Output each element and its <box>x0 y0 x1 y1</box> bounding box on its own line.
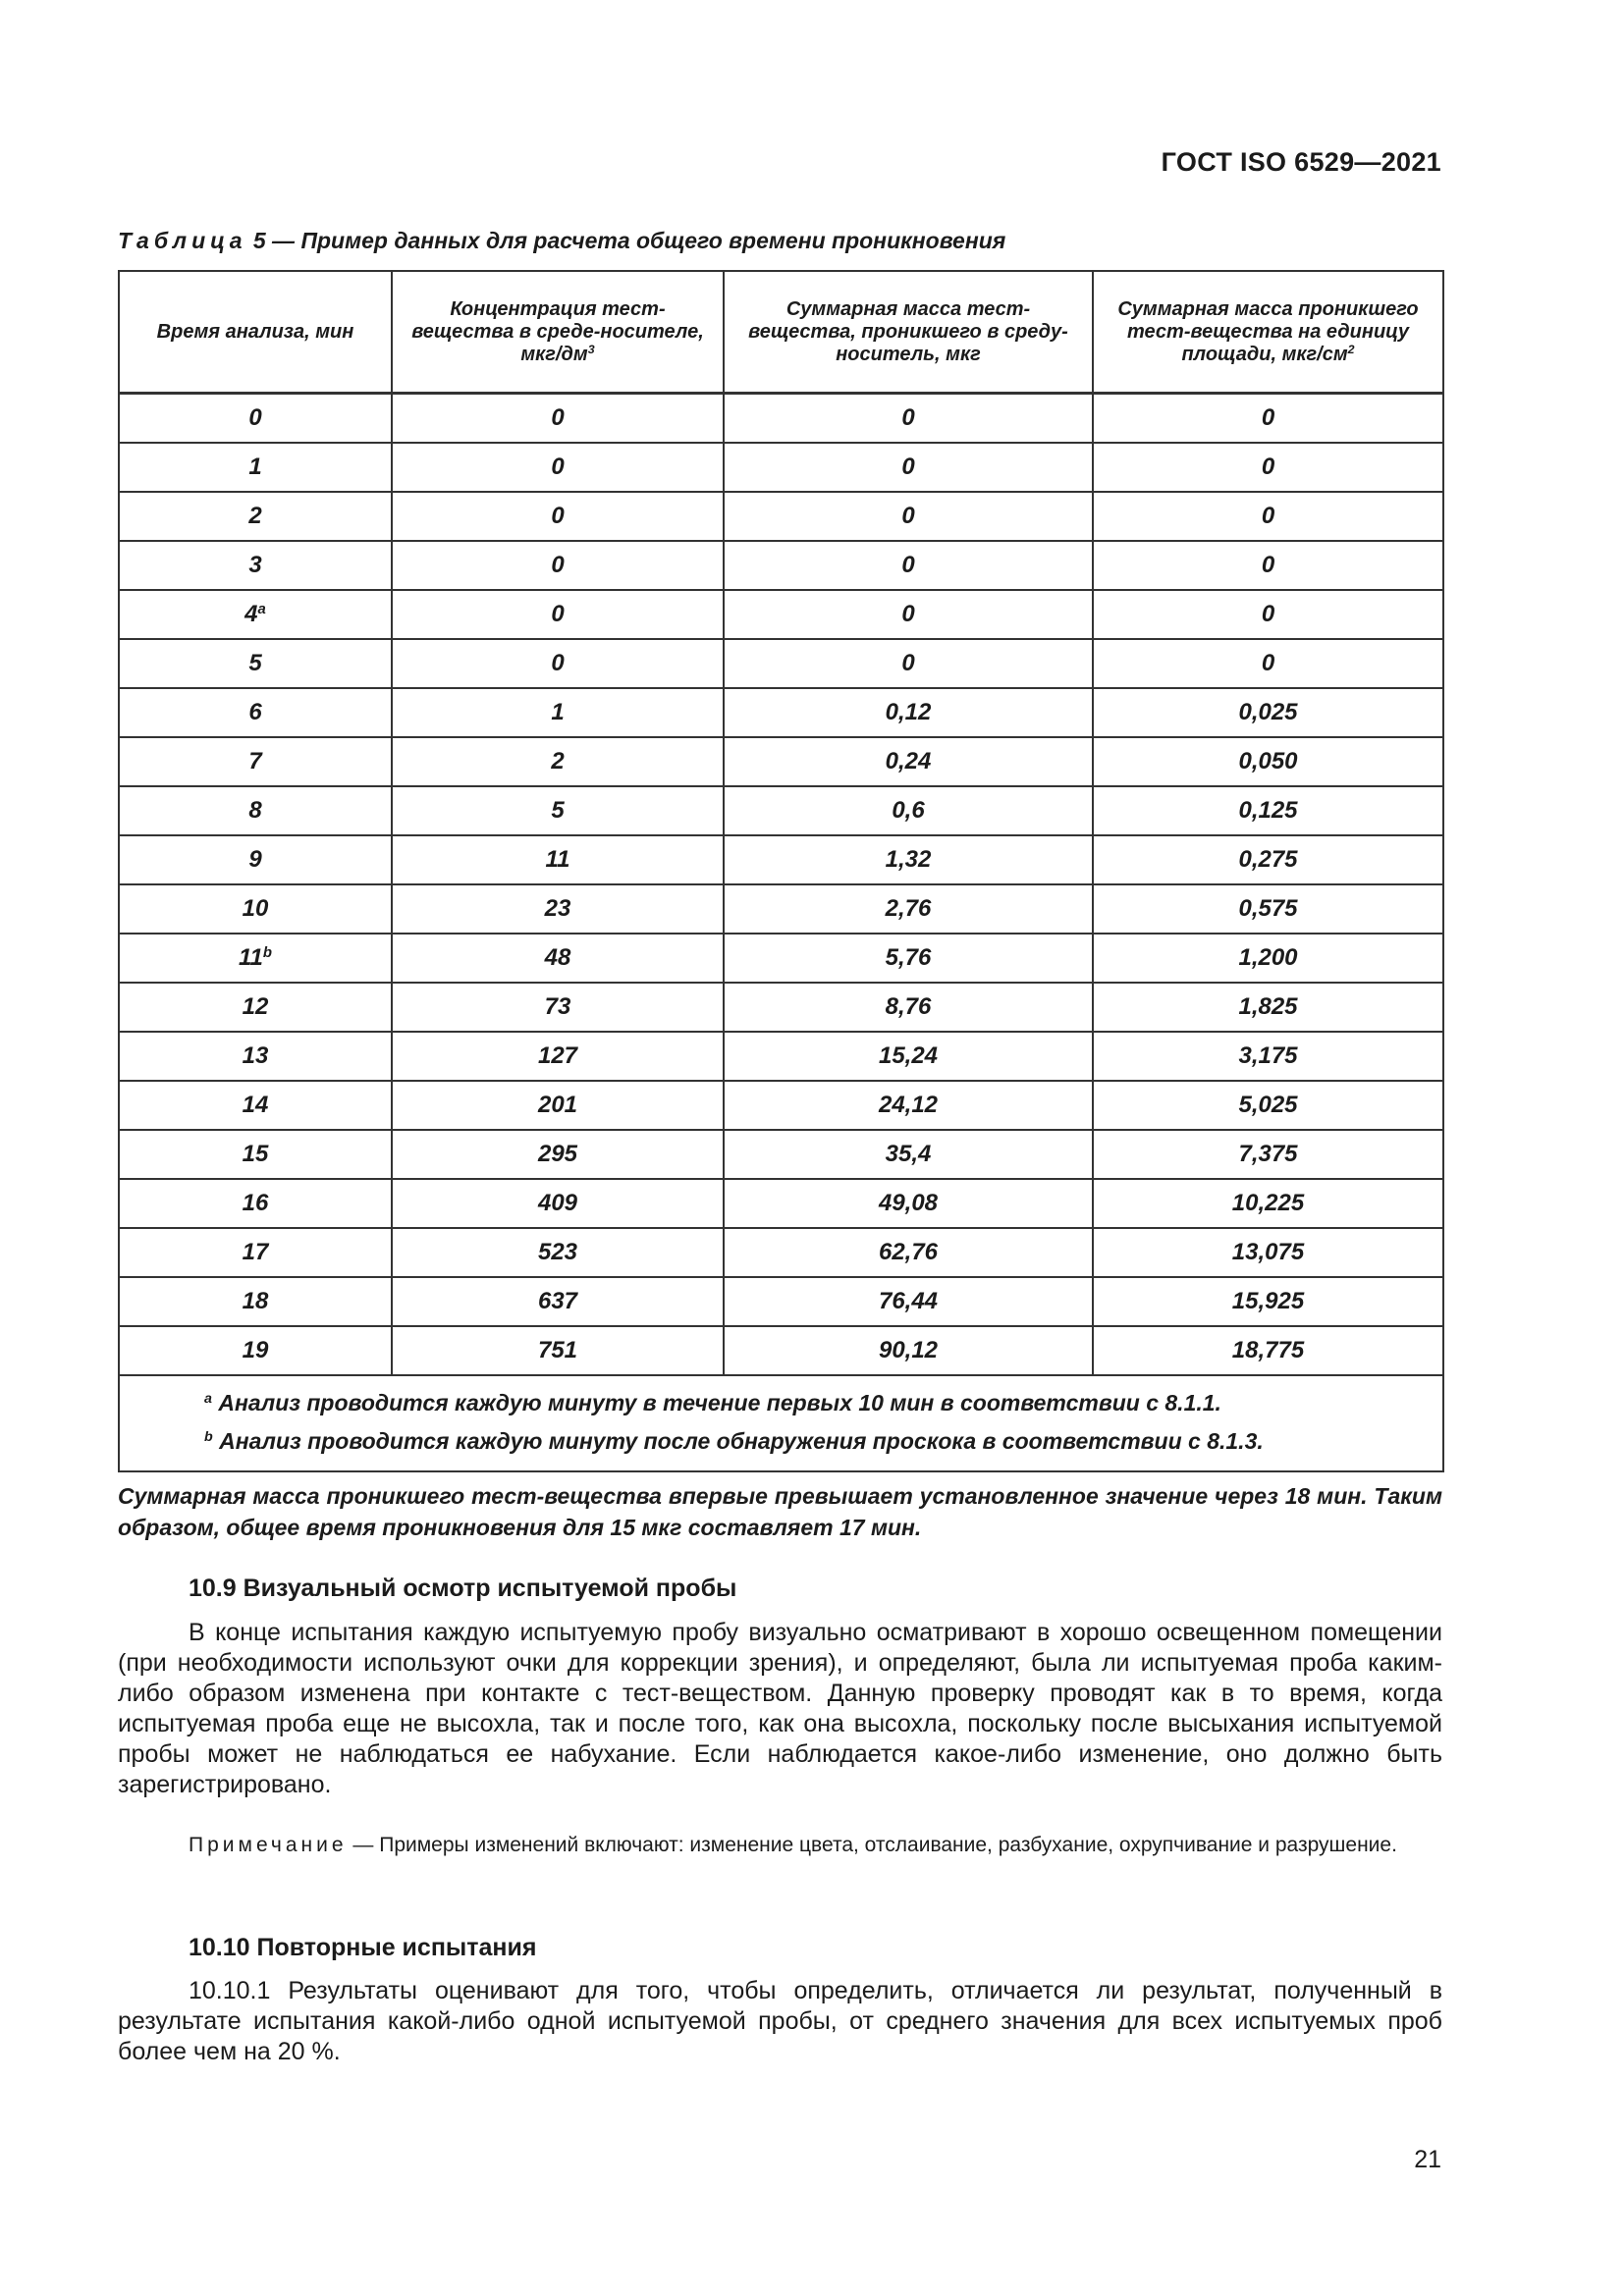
table-row <box>119 394 1443 444</box>
cell-cumulative-mass: 0 <box>724 639 1093 688</box>
footnote-b: $^b$ Анализ проводится каждую минуту после обнаружения проскока в соответствии с 8.1.3. <box>204 1428 1264 1454</box>
table-row <box>119 835 1443 884</box>
cell-time: 9 <box>119 835 392 884</box>
table-row <box>119 1277 1443 1326</box>
table-row <box>119 639 1443 688</box>
cell-concentration: 48 <box>392 934 724 983</box>
table-row <box>119 737 1443 786</box>
cell-mass-per-area: 0 <box>1093 639 1443 688</box>
table-row <box>119 541 1443 590</box>
cell-time: 13 <box>119 1032 392 1081</box>
table-footnotes <box>119 1375 1443 1471</box>
section-10-10-heading: 10.10 Повторные испытания <box>189 1934 537 1961</box>
table-body <box>119 394 1443 1472</box>
cell-cumulative-mass: 0 <box>724 541 1093 590</box>
cell-mass-per-area: 0,050 <box>1093 737 1443 786</box>
table-row <box>119 934 1443 983</box>
cell-concentration: 0 <box>392 394 724 444</box>
cell-concentration: 73 <box>392 983 724 1032</box>
table-row <box>119 492 1443 541</box>
cell-time: 10 <box>119 884 392 934</box>
cell-cumulative-mass: 15,24 <box>724 1032 1093 1081</box>
table-row <box>119 1130 1443 1179</box>
cell-time: 17 <box>119 1228 392 1277</box>
cell-time: 5 <box>119 639 392 688</box>
cell-mass-per-area: 0,275 <box>1093 835 1443 884</box>
cell-time: 18 <box>119 1277 392 1326</box>
cell-cumulative-mass: 8,76 <box>724 983 1093 1032</box>
footnote-a: $^a$ Анализ проводится каждую минуту в течение первых 10 мин в соответствии с 8.1.1. <box>204 1390 1221 1415</box>
cell-mass-per-area: 0 <box>1093 492 1443 541</box>
cell-cumulative-mass: 62,76 <box>724 1228 1093 1277</box>
table-row <box>119 688 1443 737</box>
table-conclusion: Суммарная масса проникшего тест-вещества впервые превышает установленное значение через 18 мин. Таким образом, общее время проникновения для 15 мкг составляет 17 мин. <box>118 1483 1442 1540</box>
cell-concentration: 751 <box>392 1326 724 1375</box>
cell-cumulative-mass: 0,24 <box>724 737 1093 786</box>
table-row <box>119 884 1443 934</box>
cell-concentration: 23 <box>392 884 724 934</box>
table-row <box>119 983 1443 1032</box>
cell-mass-per-area: 0,125 <box>1093 786 1443 835</box>
cell-mass-per-area: 0,025 <box>1093 688 1443 737</box>
cell-cumulative-mass: 0 <box>724 443 1093 492</box>
standard-code: ГОСТ ISO 6529—2021 <box>1161 147 1441 177</box>
cell-cumulative-mass: 76,44 <box>724 1277 1093 1326</box>
cell-mass-per-area: 18,775 <box>1093 1326 1443 1375</box>
table-row <box>119 590 1443 639</box>
cell-cumulative-mass: 49,08 <box>724 1179 1093 1228</box>
cell-time: 15 <box>119 1130 392 1179</box>
column-header-cumulative-mass: Суммарная масса тест-вещества, проникшего в среду-носитель, мкг <box>724 271 1093 394</box>
cell-concentration: 2 <box>392 737 724 786</box>
cell-mass-per-area: 0 <box>1093 443 1443 492</box>
cell-cumulative-mass: 90,12 <box>724 1326 1093 1375</box>
cell-concentration: 0 <box>392 590 724 639</box>
note-text: — Примеры изменений включают: изменение цвета, отслаивание, разбухание, охрупчивание и разрушение. <box>347 1834 1397 1856</box>
cell-concentration: 5 <box>392 786 724 835</box>
table-row <box>119 1081 1443 1130</box>
cell-concentration: 1 <box>392 688 724 737</box>
cell-cumulative-mass: 35,4 <box>724 1130 1093 1179</box>
page-number: 21 <box>1414 2146 1441 2173</box>
cell-mass-per-area: 7,375 <box>1093 1130 1443 1179</box>
cell-cumulative-mass: 2,76 <box>724 884 1093 934</box>
column-header-concentration: Концентрация тест-вещества в среде-носителе, мкг/$дм^3$ <box>392 271 724 394</box>
cell-time: 11$^b$ <box>119 934 392 983</box>
cell-cumulative-mass: 5,76 <box>724 934 1093 983</box>
cell-time: 1 <box>119 443 392 492</box>
cell-time: 14 <box>119 1081 392 1130</box>
cell-concentration: 0 <box>392 443 724 492</box>
permeation-data-table <box>118 270 1444 1472</box>
section-10-10-body: 10.10.1 Результаты оценивают для того, чтобы определить, отличается ли результат, полученный в результате испытания какой-либо одной испытуемой пробы, от среднего значения для всех испытуемых проб более чем на 20 %. <box>118 1977 1442 2065</box>
table-row <box>119 443 1443 492</box>
table-caption <box>118 228 1005 254</box>
note-label: Примечание <box>189 1834 348 1856</box>
cell-cumulative-mass: 1,32 <box>724 835 1093 884</box>
table-header-row <box>119 271 1443 394</box>
cell-concentration: 295 <box>392 1130 724 1179</box>
section-10-9-heading: 10.9 Визуальный осмотр испытуемой пробы <box>189 1575 737 1602</box>
cell-mass-per-area: 0 <box>1093 394 1443 444</box>
cell-time: 0 <box>119 394 392 444</box>
cell-concentration: 0 <box>392 639 724 688</box>
cell-time: 19 <box>119 1326 392 1375</box>
cell-concentration: 0 <box>392 541 724 590</box>
column-header-time: Время анализа, мин <box>119 271 392 394</box>
cell-cumulative-mass: 0 <box>724 492 1093 541</box>
cell-time: 2 <box>119 492 392 541</box>
cell-time: 4$^a$ <box>119 590 392 639</box>
cell-cumulative-mass: 0,12 <box>724 688 1093 737</box>
cell-mass-per-area: 0,575 <box>1093 884 1443 934</box>
table-caption-label: Таблица <box>118 228 247 253</box>
cell-mass-per-area: 0 <box>1093 541 1443 590</box>
cell-concentration: 409 <box>392 1179 724 1228</box>
cell-cumulative-mass: 24,12 <box>724 1081 1093 1130</box>
cell-concentration: 0 <box>392 492 724 541</box>
cell-time: 7 <box>119 737 392 786</box>
cell-mass-per-area: 13,075 <box>1093 1228 1443 1277</box>
cell-concentration: 201 <box>392 1081 724 1130</box>
section-10-9-body: В конце испытания каждую испытуемую пробу визуально осматривают в хорошо освещенном помещении (при необходимости используют очки для коррекции зрения), и определяют, была ли испытуемая проба каким-либо образом изменена при контакте с тест-веществом. Данную проверку проводят как в то время, когда испытуемая проба еще не высохла, так и после того, как она высохла, поскольку после высыхания испытуемой пробы может не наблюдаться ее набухание. Если наблюдается какое-либо изменение, оно должно быть зарегистрировано. <box>118 1619 1442 1798</box>
cell-mass-per-area: 1,825 <box>1093 983 1443 1032</box>
cell-concentration: 637 <box>392 1277 724 1326</box>
table-row <box>119 1228 1443 1277</box>
cell-cumulative-mass: 0 <box>724 590 1093 639</box>
cell-time: 16 <box>119 1179 392 1228</box>
cell-time: 3 <box>119 541 392 590</box>
table-footnotes-row <box>119 1375 1443 1471</box>
table-caption-text: 5 — Пример данных для расчета общего времени проникновения <box>252 228 1006 253</box>
cell-time: 12 <box>119 983 392 1032</box>
table-row <box>119 1326 1443 1375</box>
section-10-9-note <box>118 1831 1442 1859</box>
cell-concentration: 523 <box>392 1228 724 1277</box>
column-header-mass-per-area: Суммарная масса проникшего тест-вещества на единицу площади, мкг/$см^2$ <box>1093 271 1443 394</box>
table-row <box>119 1032 1443 1081</box>
cell-cumulative-mass: 0 <box>724 394 1093 444</box>
cell-mass-per-area: 5,025 <box>1093 1081 1443 1130</box>
table-row <box>119 1179 1443 1228</box>
cell-mass-per-area: 15,925 <box>1093 1277 1443 1326</box>
cell-cumulative-mass: 0,6 <box>724 786 1093 835</box>
cell-time: 6 <box>119 688 392 737</box>
cell-mass-per-area: 10,225 <box>1093 1179 1443 1228</box>
cell-mass-per-area: 1,200 <box>1093 934 1443 983</box>
cell-mass-per-area: 0 <box>1093 590 1443 639</box>
table-row <box>119 786 1443 835</box>
cell-concentration: 11 <box>392 835 724 884</box>
cell-time: 8 <box>119 786 392 835</box>
cell-concentration: 127 <box>392 1032 724 1081</box>
cell-mass-per-area: 3,175 <box>1093 1032 1443 1081</box>
